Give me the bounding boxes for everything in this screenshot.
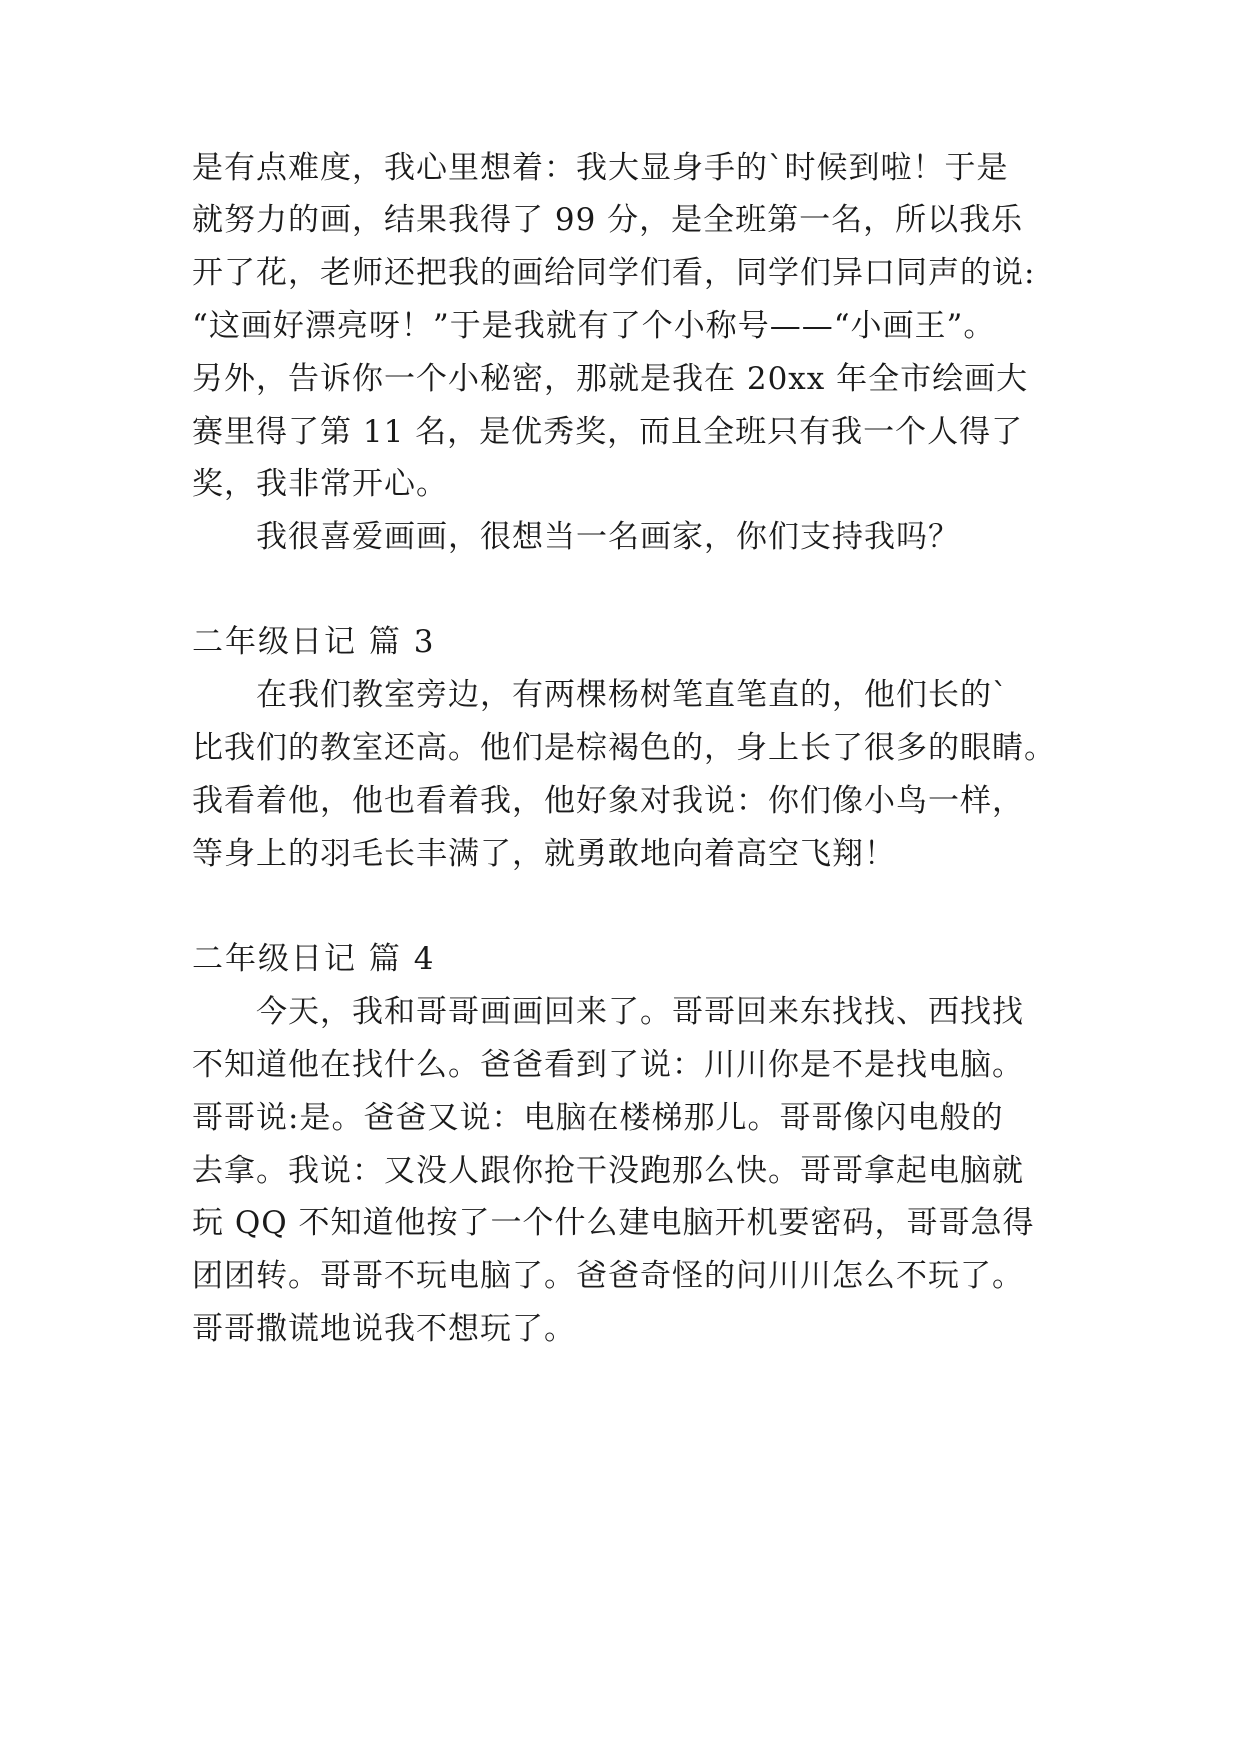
paragraph-line: 开了花，老师还把我的画给同学们看，同学们异口同声的说: bbox=[192, 255, 1036, 291]
paragraph-line: “这画好漂亮呀！”于是我就有了个小称号——“小画王”。 bbox=[192, 308, 996, 344]
paragraph-line: 赛里得了第 11 名，是优秀奖，而且全班只有我一个人得了 bbox=[192, 414, 1024, 450]
paragraph-line: 另外，告诉你一个小秘密，那就是我在 20xx 年全市绘画大 bbox=[192, 361, 1029, 397]
paragraph-line: 是有点难度，我心里想着：我大显身手的`时候到啦！于是 bbox=[192, 150, 1009, 186]
paragraph-line: 奖，我非常开心。 bbox=[192, 466, 448, 502]
paragraph-line: 比我们的教室还高。他们是棕褐色的，身上长了很多的眼睛。 bbox=[192, 730, 1056, 766]
paragraph-line: 就努力的画，结果我得了 99 分，是全班第一名，所以我乐 bbox=[192, 202, 1024, 238]
paragraph-line: 我很喜爱画画，很想当一名画家，你们支持我吗？ bbox=[256, 519, 960, 555]
paragraph-line: 团团转。哥哥不玩电脑了。爸爸奇怪的问川川怎么不玩了。 bbox=[192, 1258, 1024, 1294]
paragraph-line: 在我们教室旁边，有两棵杨树笔直笔直的，他们长的` bbox=[256, 677, 1009, 713]
paragraph-line: 哥哥撒谎地说我不想玩了。 bbox=[192, 1311, 576, 1347]
paragraph-line: 等身上的羽毛长丰满了，就勇敢地向着高空飞翔！ bbox=[192, 836, 896, 872]
section-heading: 二年级日记 篇 3 bbox=[192, 624, 436, 660]
paragraph-line: 哥哥说:是。爸爸又说：电脑在楼梯那儿。哥哥像闪电般的 bbox=[192, 1100, 1004, 1136]
section-heading: 二年级日记 篇 4 bbox=[192, 941, 436, 977]
paragraph-line: 玩 QQ 不知道他按了一个什么建电脑开机要密码，哥哥急得 bbox=[192, 1205, 1035, 1241]
paragraph-line: 我看着他，他也看着我，他好象对我说：你们像小鸟一样， bbox=[192, 783, 1024, 819]
paragraph-line: 今天，我和哥哥画画回来了。哥哥回来东找找、西找找 bbox=[256, 994, 1024, 1030]
paragraph-line: 去拿。我说：又没人跟你抢干没跑那么快。哥哥拿起电脑就 bbox=[192, 1153, 1024, 1189]
paragraph-line: 不知道他在找什么。爸爸看到了说：川川你是不是找电脑。 bbox=[192, 1047, 1024, 1083]
